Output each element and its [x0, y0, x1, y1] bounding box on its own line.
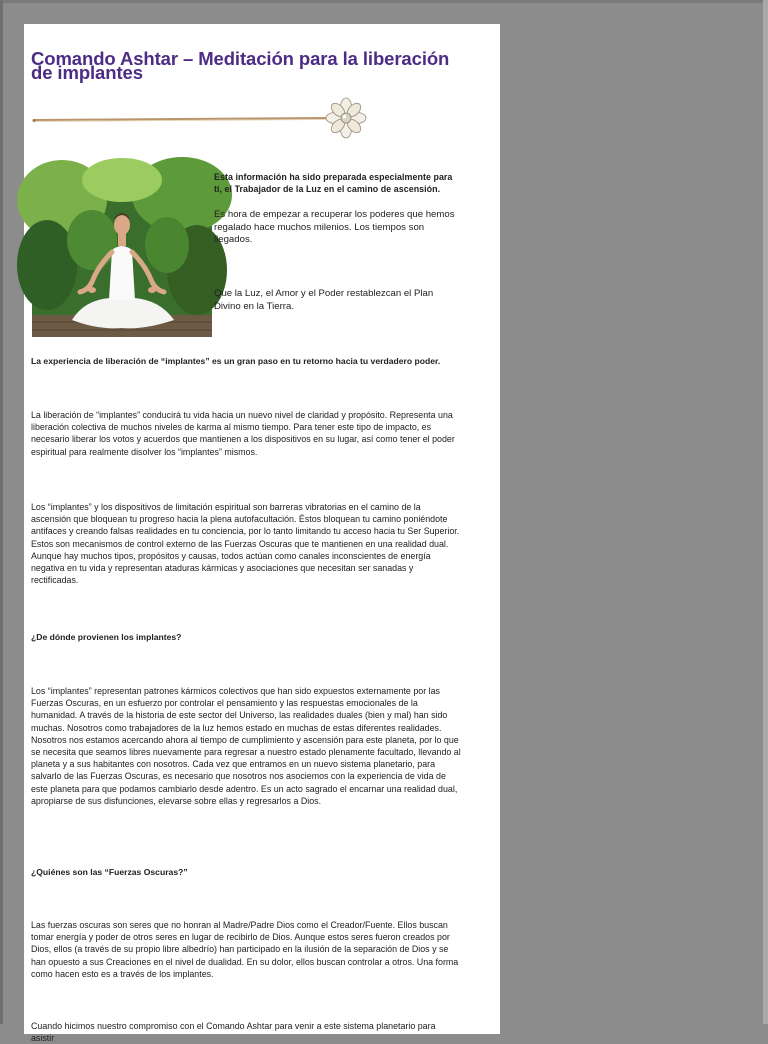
heading-implants-origin: ¿De dónde provienen los implantes? [31, 632, 182, 642]
document-page [24, 24, 500, 1044]
viewer-scrollbar[interactable] [763, 0, 768, 1024]
paragraph-dark-forces: Las fuerzas oscuras son seres que no honran al Madre/Padre Dios como el Creador/Fuente. Ellos buscan tomar energía y poder de otros seres en lugar de recibirlo de Dios. Aunque estos seres fueron creados por Dios, ellos (a través de su propio libre albedrío) han participado en la ilusión de la separación de Dios y se han opuesto a sus Creaciones en el nivel de dualidad. En su dolor, ellos buscan controlar a otros. Una forma como hacen esto es a través de los implantes. [31, 920, 459, 979]
paragraph-implants-description: Los “implantes” y los dispositivos de limitación espiritual son barreras vibratorias en el camino de la ascensión que bloquean tu progreso hacia la plena autofacultación. Éstos bloquean tu camino poniéndote antifaces y creando falsas realidades en tu conciencia, por lo tanto limitando tu acceso hacia tu Ser Superior. Estos son mecanismos de control externo de las Fuerzas Oscuras que te mantienen en una realidad dual. Aunque hay muchos tipos, propósitos y causas, todos actúan como canales inconscientes de energía negativa en tu vida y representan ataduras kármicas y asociaciones que necesitan ser sanadas y rectificadas. [31, 502, 460, 586]
flower-ornament-icon [34, 94, 370, 144]
paragraph-liberation-purpose: La liberación de “implantes” conducirá tu vida hacia un nuevo nivel de claridad y propósito. Representa una liberación colectiva de muchos niveles de karma al mismo tiempo. Para tener este tipo de impacto, es necesario liberar los votos y acuerdos que mantienen a los dispositivos en su lugar, así como tener el poder espiritual para realmente disolver los “implantes” mismos. [31, 410, 455, 457]
intro-paragraph-1: Esta información ha sido preparada especialmente para ti, el Trabajador de la Luz en el camino de ascensión. [214, 172, 453, 195]
intro-paragraph-3: Que la Luz, el Amor y el Poder restablezcan el Plan Divino en la Tierra. [214, 288, 434, 312]
intro-paragraph-2: Es hora de empezar a recuperar los poderes que hemos regalado hace muchos milenios. Los tiempos son llegados. [214, 209, 455, 245]
heading-dark-forces: ¿Quiénes son las “Fuerzas Oscuras?” [31, 867, 188, 877]
paragraph-liberation-experience: La experiencia de liberación de “implantes” es un gran paso en tu retorno hacia tu verdadero poder. [31, 356, 441, 366]
viewer-top-edge [0, 0, 768, 3]
paragraph-implants-origin: Los “implantes” representan patrones kármicos colectivos que han sido expuestos externamente por las Fuerzas Oscuras, en un esfuerzo por controlar el pensamiento y las respuestas emocionales de la humanidad. A través de la historia de este sector del Universo, las realidades duales (bien y mal) han sido muchas. Nosotros como trabajadores de la luz hemos estado en muchas de estas diferentes realidades. Nosotros nos estamos acercando ahora al tiempo de cumplimiento y ascensión para este planeta, por lo que se necesita que seamos libres nuevamente para regresar a nuestro estado plenamente facultado, llevando al planeta y a sus habitantes con nosotros. Cada vez que entramos en un nuevo sistema planetario, para salvarlo de las Fuerzas Oscuras, es necesario que nosotros nos asociemos con la experiencia de vida de este planeta para que podamos cambiarlo desde adentro. Es un acto sagrado el encarnar una realidad dual, apropiarse de sus disfunciones, elevarse sobre ellas y regresarlos a Dios. [31, 686, 461, 806]
paragraph-cut-off: Cuando hicimos nuestro compromiso con el Comando Ashtar para venir a este sistema planetario para asistir [31, 1021, 436, 1044]
meditating-woman-photo [32, 170, 212, 337]
viewer-left-edge [0, 0, 3, 1024]
article-title: Comando Ashtar – Meditación para la liberación de implantes [31, 48, 450, 83]
